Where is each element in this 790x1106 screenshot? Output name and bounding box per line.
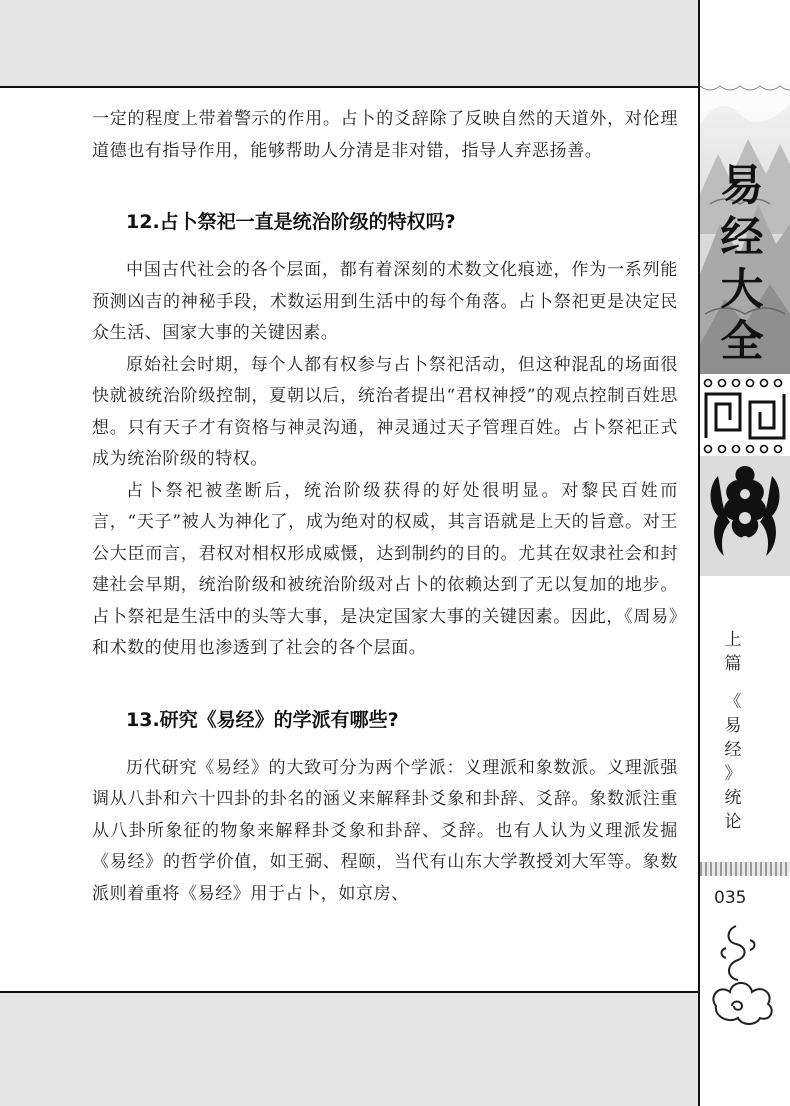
section-caption-vertical — [719, 628, 747, 834]
top-rule — [0, 86, 700, 88]
q13-paragraph-1: 历代研究《易经》的大致可分为两个学派：义理派和象数派。义理派强调从八卦和六十四卦的卦名的涵义来解释卦爻象和卦辞、爻辞。象数派注重从八卦所象征的物象来解释卦爻象和卦辞、爻辞。也有人认为义理派发掘《易经》的哲学价值，如王弼、程颐，当代有山东大学教授刘大军等。象数派则着重将《易经》用于占卜，如京房、 — [92, 757, 678, 904]
title-char: 全 — [720, 317, 764, 367]
caption-char: 易 — [724, 716, 742, 736]
caption-char: 篇 — [724, 654, 742, 674]
intro-paragraph: 一定的程度上带着警示的作用。占卜的爻辞除了反映自然的天道外，对伦理道德也有指导作用，能够帮助人分清是非对错，指导人弃恶扬善。 — [92, 109, 678, 161]
bottom-rule — [0, 991, 700, 993]
auspicious-cloud-icon — [706, 918, 778, 1028]
q12-paragraph-2: 原始社会时期，每个人都有权参与占卜祭祀活动，但这种混乱的场面很快就被统治阶级控制，夏朝以后，统治者提出“君权神授”的观点控制百姓思想。只有天子才有资格与神灵沟通，神灵通过天子管理百姓。占卜祭祀正式成为统治阶级的特权。 — [92, 354, 678, 469]
heading-question-12: 12.占卜祭祀一直是统治阶级的特权吗? — [126, 211, 456, 233]
heading-question-13: 13.研究《易经》的学派有哪些? — [126, 708, 399, 731]
q12-paragraph-3: 占卜祭祀被垄断后，统治阶级获得的好处很明显。对黎民百姓而言，“天子”被人为神化了，成为绝对的权威，其言语就是上天的旨意。对王公大臣而言，君权对相权形成威慑，达到制约的目的。尤其在奴隶社会和封建社会早期，统治阶级和被统治阶级对占卜的依赖达到了无以复加的地步。占卜祭祀是生活中的头等大事，是决定国家大事的关键因素。因此，《周易》和术数的使用也渗透到了社会的各个层面。 — [92, 480, 678, 658]
page-body — [92, 104, 678, 910]
title-char: 大 — [720, 265, 764, 315]
page-number: 035 — [714, 888, 747, 908]
meander-border-icon — [700, 376, 790, 456]
caption-char: 论 — [724, 812, 742, 832]
top-margin-band — [0, 0, 700, 86]
decorative-strip — [700, 862, 790, 876]
caption-char: 上 — [724, 630, 742, 650]
title-char: 经 — [720, 213, 764, 263]
title-char: 易 — [720, 161, 764, 211]
cloud-motif — [706, 918, 778, 1028]
ornament-box — [700, 456, 790, 576]
caption-char: 统 — [724, 788, 742, 808]
caption-char: 经 — [724, 740, 742, 760]
caption-char: 》 — [724, 764, 742, 784]
scroll-ornament-icon — [700, 456, 790, 576]
q12-paragraph-1: 中国古代社会的各个层面，都有着深刻的术数文化痕迹，作为一系列能预测凶吉的神秘手段，术数运用到生活中的每个角落。占卜祭祀更是决定民众生活、国家大事的关键因素。 — [92, 260, 678, 343]
right-border-line — [698, 0, 700, 1106]
fret-pattern — [700, 376, 790, 456]
bottom-margin-band — [0, 993, 700, 1106]
book-title-vertical — [712, 160, 772, 368]
caption-char: 《 — [724, 692, 742, 712]
